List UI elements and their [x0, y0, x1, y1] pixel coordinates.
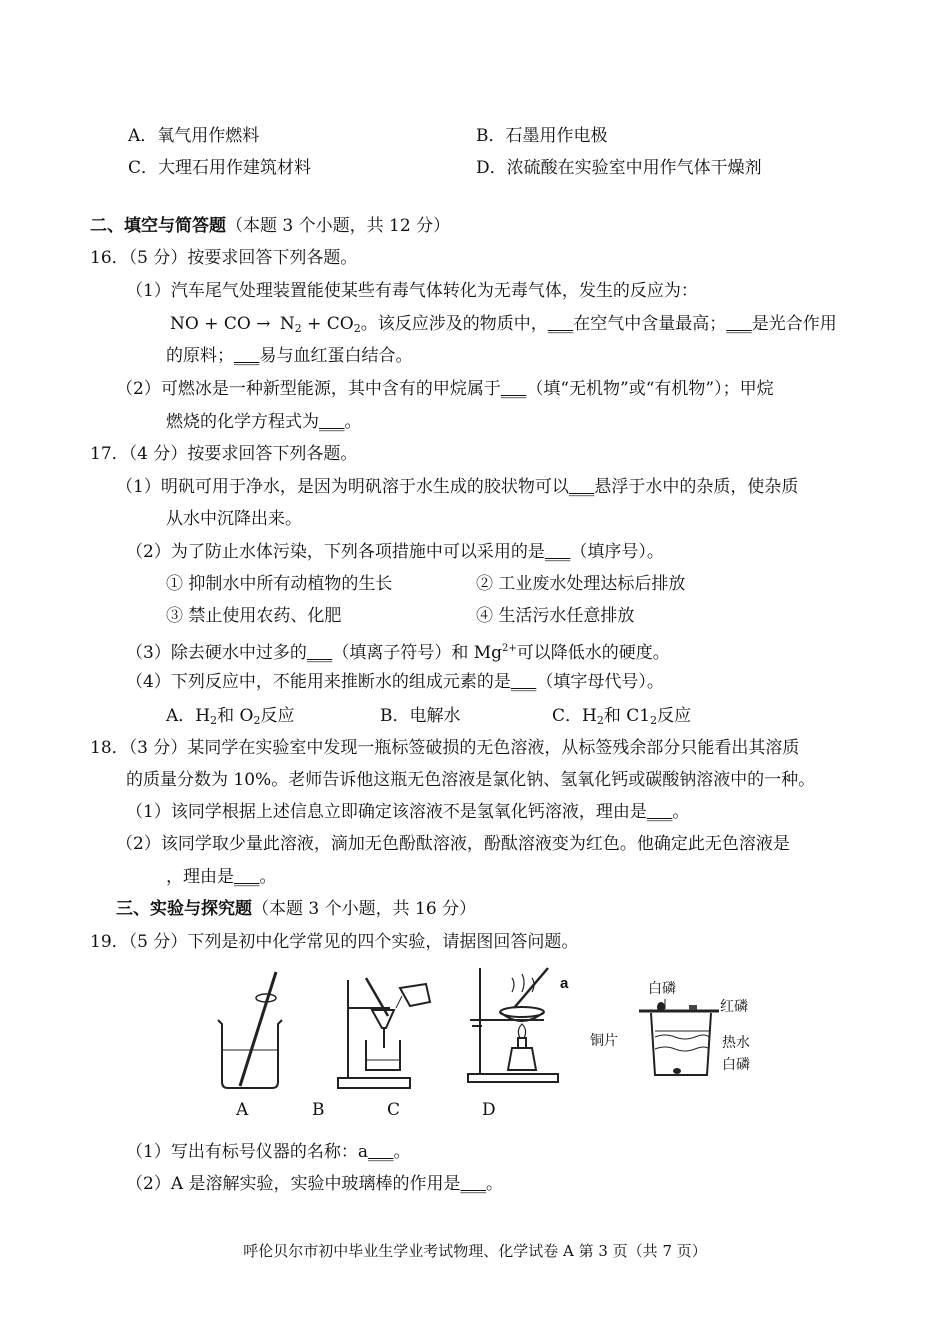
- q17-option-1: ① 抑制水中所有动植物的生长: [166, 574, 393, 594]
- q16-part2-line2: 燃烧的化学方程式为___。: [166, 412, 362, 432]
- label-white-phosphorus-bottom: 白磷: [722, 1057, 750, 1073]
- q18-part2: （2）该同学取少量此溶液，滴加无色酚酞溶液，酚酞溶液变为红色。他确定此无色溶液是: [116, 834, 790, 854]
- q16-p1-text-b: 在空气中含量最高；: [573, 314, 727, 334]
- answer-blank[interactable]: ___: [568, 477, 595, 497]
- q15-option-d: D．浓硫酸在实验室中用作气体干燥剂: [476, 158, 762, 178]
- q19-part1: （1）写出有标号仪器的名称：a___。: [126, 1142, 411, 1162]
- figure-label-b: B: [312, 1100, 325, 1120]
- q15-option-c: C．大理石用作建筑材料: [128, 158, 312, 178]
- q17-part1: （1）明矾可用于净水，是因为明矾溶于水生成的胶状物可以___悬浮于水中的杂质，使杂质: [116, 477, 799, 497]
- q17-option-b: B．电解水: [380, 706, 461, 726]
- answer-blank[interactable]: ___: [544, 542, 571, 562]
- q17-part2: （2）为了防止水体污染，下列各项措施中可以采用的是___（填序号）。: [126, 542, 664, 562]
- answer-blank[interactable]: ___: [460, 1174, 486, 1194]
- q18-line2: 的质量分数为 10%。老师告诉他这瓶无色溶液是氯化钠、氢氧化钙或碳酸钠溶液中的一种。: [126, 770, 816, 790]
- label-red-phosphorus: 红磷: [720, 999, 748, 1015]
- answer-blank[interactable]: ___: [306, 643, 333, 663]
- q17-option-3: ③ 禁止使用农药、化肥: [166, 606, 342, 626]
- answer-blank[interactable]: ___: [500, 379, 527, 399]
- q18-head: 18．（3 分）某同学在实验室中发现一瓶标签破损的无色溶液，从标签残余部分只能看出其溶质: [90, 738, 800, 758]
- figure-label-d: D: [482, 1100, 496, 1120]
- q17-part1-line2: 从水中沉降出来。: [166, 509, 302, 529]
- answer-blank[interactable]: ___: [646, 802, 673, 822]
- q17-part4: （4）下列反应中，不能用来推断水的组成元素的是___（填字母代号）。: [126, 672, 664, 692]
- label-copper-sheet: 铜片: [590, 1033, 618, 1049]
- q16-head: 16．（5 分）按要求回答下列各题。: [90, 248, 358, 268]
- section3-note: （本题 3 个小题，共 16 分）: [252, 899, 477, 919]
- eq-co2: + $CO_2$: [307, 314, 361, 335]
- figure-c-mark-a: a: [560, 975, 569, 992]
- q17-part3: （3）除去硬水中过多的___（填离子符号）和 $Mg^{2+}$可以降低水的硬度。: [126, 643, 670, 663]
- q17-option-4: ④ 生活污水任意排放: [476, 606, 635, 626]
- section3-heading: [116, 897, 476, 921]
- answer-blank[interactable]: ___: [510, 672, 537, 692]
- q16-p1-text-a: 。该反应涉及的物质中，: [360, 314, 548, 334]
- section2-title: 二、填空与简答题: [90, 216, 226, 236]
- q17-head: 17．（4 分）按要求回答下列各题。: [90, 444, 358, 464]
- answer-blank[interactable]: ___: [234, 346, 260, 366]
- figure-a-beaker: [210, 970, 290, 1100]
- q17-option-2: ② 工业废水处理达标后排放: [476, 574, 686, 594]
- section2-note: （本题 3 个小题，共 12 分）: [226, 216, 451, 236]
- q16-part1-line3: 的原料；___易与血红蛋白结合。: [166, 346, 413, 366]
- q19-part2: （2）A 是溶解实验，实验中玻璃棒的作用是___。: [126, 1174, 503, 1194]
- figure-label-c: C: [387, 1100, 401, 1120]
- eq-left: NO + CO →: [170, 314, 271, 334]
- q16-equation-line: [170, 312, 837, 341]
- q15-option-a: A．氧气用作燃料: [128, 126, 260, 146]
- label-white-phosphorus-top: 白磷: [648, 981, 676, 997]
- figure-b-filtration: [330, 970, 440, 1100]
- q16-part2: （2）可燃冰是一种新型能源，其中含有的甲烷属于___（填“无机物”或“有机物”）；甲烷: [116, 379, 774, 399]
- q17-option-a: A．$H_2$和 $O_2$反应: [166, 706, 295, 727]
- eq-n2: $N_2$: [279, 314, 302, 335]
- label-hot-water: 热水: [722, 1035, 750, 1051]
- answer-blank[interactable]: ___: [726, 314, 752, 334]
- q18-part1: （1）该同学根据上述信息立即确定该溶液不是氢氧化钙溶液，理由是___。: [126, 802, 690, 822]
- q15-option-b: B．石墨用作电极: [476, 126, 608, 146]
- q16-p1-text-c: 是光合作用: [751, 314, 837, 334]
- figure-label-a: A: [236, 1100, 249, 1120]
- q19-head: 19．（5 分）下列是初中化学常见的四个实验，请据图回答问题。: [90, 932, 579, 952]
- q16-part1: （1）汽车尾气处理装置能使某些有毒气体转化为无毒气体，发生的反应为：: [126, 281, 698, 301]
- answer-blank[interactable]: ___: [319, 412, 345, 432]
- q17-option-c: C．$H_2$和 $C1_2$反应: [552, 706, 692, 727]
- answer-blank[interactable]: ___: [547, 314, 574, 334]
- q18-part2-line2: ，理由是___。: [166, 867, 277, 887]
- section3-title: 三、实验与探究题: [116, 899, 252, 919]
- answer-blank[interactable]: ___: [234, 867, 260, 887]
- section2-heading: [90, 214, 450, 238]
- answer-blank[interactable]: ___: [367, 1142, 394, 1162]
- page-footer: 呼伦贝尔市初中毕业生学业考试物理、化学试卷 A 第 3 页（共 7 页）: [243, 1242, 707, 1260]
- figure-c-evaporation: [460, 962, 580, 1092]
